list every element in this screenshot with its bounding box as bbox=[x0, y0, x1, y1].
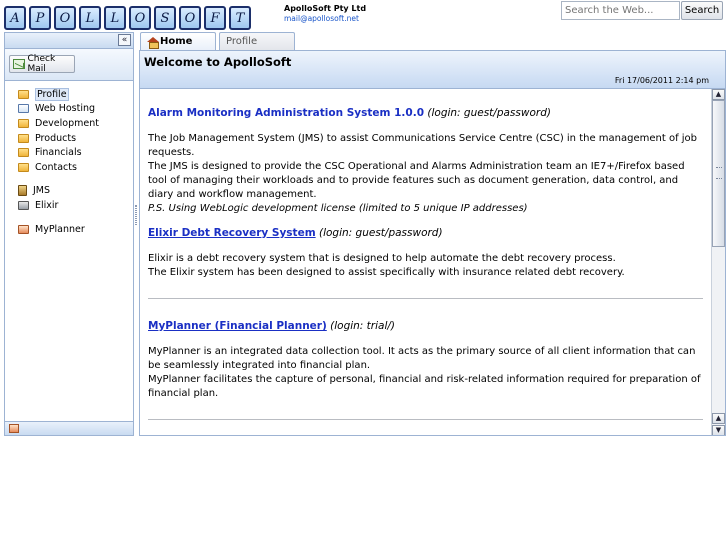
nav-item-myplanner[interactable] bbox=[5, 222, 133, 237]
logo-letter-a: A bbox=[4, 6, 26, 30]
scroll-up-icon[interactable]: ▲ bbox=[712, 89, 725, 100]
folder-icon bbox=[18, 148, 29, 157]
description-line: MyPlanner facilitates the capture of personal, financial and risk-related information required for preparation of financial plan. bbox=[148, 374, 701, 399]
vertical-scrollbar[interactable] bbox=[711, 89, 725, 436]
section-divider bbox=[148, 419, 703, 420]
panel-splitter-handle[interactable] bbox=[134, 205, 138, 225]
main-content bbox=[140, 89, 711, 436]
web-search-input[interactable] bbox=[561, 1, 680, 20]
scroll-up-icon-lower[interactable]: ▲ bbox=[712, 413, 725, 424]
item-title-myplanner bbox=[148, 319, 703, 333]
collapse-panel-icon[interactable]: « bbox=[118, 34, 131, 46]
nav-item-label: Profile bbox=[37, 88, 67, 100]
nav-item-development[interactable] bbox=[5, 116, 133, 131]
folder-icon bbox=[18, 163, 29, 172]
description-line: The Job Management System (JMS) to assist Communications Service Centre (CSC) in the management of job requests. bbox=[148, 133, 698, 158]
apollosoft-logo[interactable] bbox=[4, 6, 251, 31]
login-hint: (login: guest/password) bbox=[427, 107, 551, 119]
main-panel bbox=[139, 50, 726, 436]
navigation-tree bbox=[5, 81, 133, 236]
company-info bbox=[284, 4, 366, 23]
welcome-header bbox=[140, 51, 725, 89]
license-note: P.S. Using WebLogic development license (limited to 5 unique IP addresses) bbox=[148, 203, 528, 214]
planner-icon[interactable] bbox=[9, 424, 19, 433]
logo-letter-t: T bbox=[229, 6, 251, 30]
nav-item-label: Financials bbox=[35, 147, 82, 159]
elixir-icon bbox=[18, 201, 29, 210]
logo-letter-s: S bbox=[154, 6, 176, 30]
page-icon bbox=[18, 104, 29, 113]
folder-icon bbox=[18, 119, 29, 128]
nav-spacer bbox=[5, 213, 133, 222]
tab-home-label: Home bbox=[160, 36, 193, 47]
item-title-alarm-monitoring bbox=[148, 106, 703, 120]
nav-item-label: MyPlanner bbox=[35, 223, 85, 235]
nav-item-label: Elixir bbox=[35, 199, 59, 211]
nav-item-web-hosting[interactable] bbox=[5, 102, 133, 117]
logo-letter-o: O bbox=[54, 6, 76, 30]
alarm-monitoring-link[interactable]: Alarm Monitoring Administration System 1.0.0 bbox=[148, 107, 425, 119]
left-panel bbox=[4, 32, 134, 436]
nav-item-elixir[interactable] bbox=[5, 198, 133, 213]
company-email-link[interactable]: mail@apollosoft.net bbox=[284, 14, 359, 23]
page-title: Welcome to ApolloSoft bbox=[144, 55, 292, 69]
logo-letter-o2: O bbox=[129, 6, 151, 30]
check-mail-label: Check Mail bbox=[27, 54, 56, 74]
login-hint: (login: trial/) bbox=[330, 320, 396, 332]
logo-letter-l2: L bbox=[104, 6, 126, 30]
mail-icon bbox=[13, 59, 25, 69]
description-line: Elixir is a debt recovery system that is designed to help automate the debt recovery process. bbox=[148, 253, 616, 264]
section-divider bbox=[148, 298, 703, 299]
item-description bbox=[148, 252, 703, 280]
nav-item-products[interactable] bbox=[5, 131, 133, 146]
home-icon bbox=[147, 37, 158, 47]
nav-item-contacts[interactable] bbox=[5, 160, 133, 175]
nav-spacer bbox=[5, 175, 133, 184]
date-timestamp: Fri 17/06/2011 2:14 pm bbox=[614, 76, 709, 85]
planner-icon bbox=[18, 225, 29, 234]
tab-profile[interactable] bbox=[219, 32, 295, 50]
nav-item-jms[interactable] bbox=[5, 184, 133, 199]
logo-letter-o3: O bbox=[179, 6, 201, 30]
myplanner-link[interactable]: MyPlanner (Financial Planner) bbox=[148, 320, 327, 332]
check-mail-toolbar bbox=[5, 49, 133, 81]
folder-icon bbox=[18, 134, 29, 143]
scrollbar-thumb[interactable] bbox=[712, 100, 725, 247]
scroll-down-icon[interactable]: ▼ bbox=[712, 425, 725, 436]
nav-item-label: Products bbox=[35, 132, 77, 144]
search-button[interactable]: Search bbox=[681, 1, 723, 20]
folder-icon bbox=[18, 90, 29, 99]
left-panel-header bbox=[5, 33, 133, 49]
item-title-elixir bbox=[148, 226, 703, 240]
nav-item-financials[interactable] bbox=[5, 145, 133, 160]
tab-profile-label: Profile bbox=[226, 36, 258, 47]
left-panel-footer bbox=[5, 421, 133, 435]
logo-letter-l: L bbox=[79, 6, 101, 30]
elixir-link[interactable]: Elixir Debt Recovery System bbox=[148, 227, 316, 239]
nav-item-profile[interactable] bbox=[5, 87, 133, 102]
login-hint: (login: guest/password) bbox=[318, 227, 443, 239]
description-line: The JMS is designed to provide the CSC Operational and Alarms Administration team an IE7+/Firefox based tool of managing their workloads and to provide features such as document generation, data control, and diary and workflow management. bbox=[148, 161, 685, 200]
tab-bar bbox=[140, 32, 295, 50]
tab-home[interactable] bbox=[140, 32, 216, 50]
logo-letter-f: F bbox=[204, 6, 226, 30]
nav-item-label: Contacts bbox=[35, 161, 77, 173]
logo-letter-p: P bbox=[29, 6, 51, 30]
description-line: MyPlanner is an integrated data collection tool. It acts as the primary source of all client information that can be seamlessly integrated into financial plan. bbox=[148, 346, 696, 371]
check-mail-button[interactable] bbox=[9, 55, 75, 73]
nav-item-label: Web Hosting bbox=[35, 103, 96, 115]
item-description bbox=[148, 132, 703, 216]
company-name: ApolloSoft Pty Ltd bbox=[284, 4, 367, 13]
jms-icon bbox=[18, 185, 27, 196]
item-description bbox=[148, 345, 703, 401]
nav-item-label: Development bbox=[35, 117, 99, 129]
description-line: The Elixir system has been designed to assist specifically with insurance related debt recovery. bbox=[148, 267, 625, 278]
nav-item-label: JMS bbox=[33, 185, 51, 197]
